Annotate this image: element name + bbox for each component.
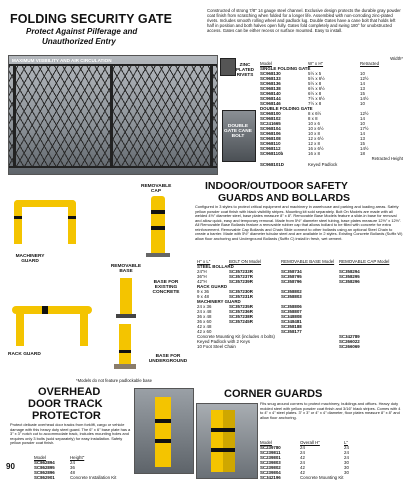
corner-spec-table	[260, 440, 404, 480]
machinery-guard-label: MACHINERY GUARD	[15, 254, 45, 264]
removable-cap-label: REMOVABLE CAP	[141, 184, 172, 194]
dock-title-1: OVERHEAD	[38, 386, 101, 398]
gate-spec-table	[260, 56, 403, 167]
gate-description: Constructed of strong 7/8" 14 gauge steel channel. Exclusive design protects the durable gray powder coat finish from scratching when folded for a longer life. Assembled with non-corroding zinc-plated rivets. Includes smooth rolling wheel and padlock lug. Double Gates have a cane bolt that holds left half in position and both halves open fully. Gates fold completely and swing 180° for unobstructed access. Gates can be either recess or surface mounted. Easy to install.	[207, 8, 401, 34]
gate-subtitle-1: Protect Against Pilferage and	[26, 27, 138, 36]
table-row: SC862894 24	[34, 460, 75, 465]
table-row: SC239802 42 30	[260, 465, 349, 470]
zinc-rivets-label: ZINC PLATED RIVETS	[235, 62, 255, 77]
table-row: SC968100 8 x 6½ 12½	[260, 111, 369, 116]
rack-guard-label: RACK GUARD	[8, 352, 41, 357]
dock-table-header: Model Height"	[34, 455, 85, 460]
cane-bolt-label: DOUBLE GATE CANE BOLT	[224, 124, 252, 139]
table-row: SC239804 42 30	[260, 470, 349, 475]
table-row: SC968133 5½ x 6½ 12½	[260, 76, 369, 81]
table-row: SC968106 10 x 8 14	[260, 131, 365, 136]
bollards-footnote: *Models do not feature padlockable base	[76, 378, 152, 383]
removable-base-image	[116, 278, 136, 318]
gate-col-size: W" x H"	[308, 61, 324, 66]
table-row: SC968130 5½ x 5 10	[260, 71, 365, 76]
table-row: SC862896 48	[34, 470, 75, 475]
dock-title-2: DOOR TRACK	[28, 398, 103, 410]
table-row: 24 x 48 SC357236R SC358807	[197, 309, 302, 314]
table-row: 42"H SC357239R SC358796 SC358296	[197, 279, 360, 284]
table-row: 36 x 60 SC357245R SC348481	[197, 319, 302, 324]
table-row: SC241665 10 x 6 10	[260, 121, 365, 126]
table-row: 24"H SC357233R SC358734 SC358294	[197, 269, 360, 274]
table-row: SC862901 Concrete Installation Kit	[34, 475, 117, 480]
corner-description: Fits snug around corners to protect machinery, buildings and offices. Heavy duty molded steel with yellow powder coat finish and 3/16" black stripes. Comes with 4 to 4" x 4" steel plates. 3" x 3" or 4" x 4" diameter, floor plates measure 8" x 8" and allow floor anchoring.	[260, 401, 401, 420]
table-row: SC239780 24 24	[260, 445, 349, 450]
dock-kit-row	[34, 475, 134, 480]
table-row: 24 x 36 SC357235R SC358806	[197, 304, 302, 309]
gate-lattice	[9, 64, 217, 168]
table-row: SC239803 24 30	[260, 460, 349, 465]
table-row: SC968146 7½ x 8 10	[260, 101, 365, 106]
table-row: SC342196 Concrete Mounting Kit	[260, 475, 344, 480]
table-row: SC968108 12 x 6½ 13	[260, 136, 365, 141]
bollard-photos	[6, 178, 192, 376]
padlock-row: SC968101D Keyed Padlock	[260, 162, 338, 167]
gate-footnote: Retracted Height	[371, 156, 403, 161]
removable-cap-bollard-image	[146, 196, 170, 258]
underground-base-image	[114, 324, 136, 370]
double-gate-heading: DOUBLE FOLDING GATE	[260, 106, 313, 111]
base-underground-label: BASE FOR UNDERGROUND	[148, 354, 188, 364]
table-row: Concrete Mounting Kit (includes 4 bolts) SC342789	[197, 334, 360, 339]
table-row: 9 x 48 SC357231R SC358803	[197, 294, 302, 299]
table-row: 42 x 48 SC358188	[197, 324, 302, 329]
table-row: 36 x 48 SC357238R SC348808	[197, 314, 302, 319]
corner-title: CORNER GUARDS	[224, 388, 323, 400]
table-row: 42 x 60 SC358177	[197, 329, 302, 334]
machinery-guard-image	[8, 196, 84, 248]
gate-title: FOLDING SECURITY GATE	[10, 12, 173, 26]
bollards-description: Configured in 3 styles to protect critical equipment and machinery in warehouse and parking and loading areas. Safety yellow powder coat finish with black visibility stripes. Mounting kit sold separately. Bolt On Models are made with all welded 4½" diameter steel, base plates measure 8" x 8". Removable Base Models feature a slide-in base for removal and allow quick, easy and temporary removal. Made from 5½" diameter steel tubing, base plates measure 12½" x 12½". All Removable Base Bollards feature a removable rubber cap that allows bollard to be filled with concrete for extra reinforcement. Removable Cap Bollards and Chain Slide connect to other bollards using an optional Steel Chain to create a barrier. Made with 5½" diameter tubular steel and are available in 2 styles. Existing Concrete Bollards (Suffix W) allow floor anchoring and Underground Bollards (Suffix C) install in fresh, wet cement.	[195, 204, 403, 241]
bollard-spec-table	[197, 259, 402, 349]
gate-photo	[8, 55, 218, 175]
table-row: SC968138 6½ x 6½ 13	[260, 86, 365, 91]
rack-guard-image	[12, 288, 92, 350]
corner-table-header: Model Overall H" L"	[260, 440, 349, 445]
gate-col-retracted: Retracted	[360, 61, 380, 66]
dock-protector-photo	[134, 388, 194, 474]
machinery-guard-heading: MACHINERY GUARD	[197, 299, 241, 304]
table-row: 36"H SC357237R SC358795 SC358295	[197, 274, 360, 279]
width-header: Width*	[390, 56, 403, 61]
table-row: 9 x 36 SC357230R SC358802	[197, 289, 302, 294]
table-row: SC968144 7½ x 6½ 14½	[260, 96, 369, 101]
gate-subtitle-2: Unauthorized Entry	[42, 37, 116, 46]
table-row: SC239801 42 24	[260, 455, 349, 460]
table-row: SC968104 10 x 6½ 17½	[260, 126, 369, 131]
dock-title-3: PROTECTOR	[32, 410, 101, 422]
table-row: SC968110 12 x 8 15	[260, 141, 365, 146]
table-row: SC968112 16 x 6½ 14½	[260, 146, 369, 151]
table-row: SC239811 24 24	[260, 450, 349, 455]
steel-bollard-heading: STEEL BOLLARD	[197, 264, 234, 269]
table-row: SC968102 8 x 8 14	[260, 116, 365, 121]
base-existing-label: BASE FOR EXISTING CONCRETE	[152, 280, 180, 295]
table-row: SC968140 6½ x 8 15	[260, 91, 365, 96]
table-row: 10 Foot Steel Chain SC266069	[197, 344, 360, 349]
bollard-table-header: H" x L" BOLT ON Model REMOVABLE BASE Model REMOVABLE CAP Model	[197, 259, 390, 264]
gate-photo-caption: MAXIMUM VISIBILITY AND AIR CIRCULATION	[12, 58, 112, 63]
table-row: SC862895 36	[34, 465, 75, 470]
table-row: SC968110b 16 x 8 18	[260, 151, 365, 156]
gate-col-model: Model	[260, 61, 272, 66]
bollards-title-1: INDOOR/OUTDOOR SAFETY	[205, 180, 348, 192]
removable-base-label: REMOVABLE BASE	[110, 264, 142, 274]
table-row: SC968136 5½ x 8 14	[260, 81, 365, 86]
corner-guard-photo	[196, 403, 258, 479]
rack-guard-heading: RACK GUARD	[197, 284, 228, 289]
page-number: 90	[6, 462, 15, 471]
dock-description: Protect delicate overhead door tracks from forklift, cargo or vehicle damage with this heavy duty steel guard. The 6" x 6" base plate has a 3" x 3" notch cut to accommodate track, includes mounting holes and requires only 3 bolts (sold separately) for easy installation. Safety yellow powder coat finish.	[10, 422, 131, 446]
table-row: Keyed Padlock with 2 Keys SC266022	[197, 339, 360, 344]
bollards-title-2: GUARDS AND BOLLARDS	[218, 192, 351, 204]
single-gate-heading: SINGLE FOLDING GATE	[260, 66, 311, 71]
